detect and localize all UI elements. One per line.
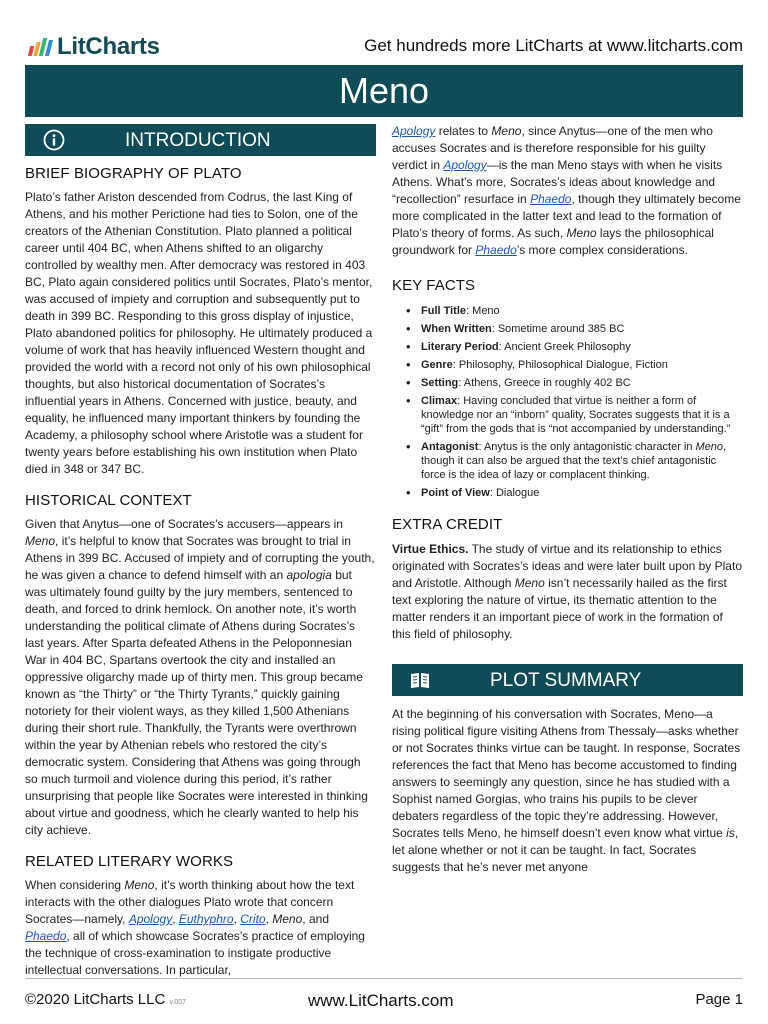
fact-value: Ancient Greek Philosophy <box>504 341 631 353</box>
text-run: , though they ultimately become more complicated in the latter text and lead to the formation of Plato’s theory of forms. As such, <box>392 192 741 240</box>
text-run: At the beginning of his conversation with Socrates, Meno—a rising political figure visiting Athens from Thessaly—asks whether or not Socrates thinks virtue can be taught. In response, Socrates references the fact that Meno has become accustomed to finding answers to seemingly any question, since he has studied with a Sophist named Gorgias, who trains his pupils to be clever debaters regardless of the topic they’re addressing. However, Socrates tells Meno, he himself doesn’t even know what virtue <box>392 707 741 840</box>
fact-label: Point of View <box>421 487 490 499</box>
text-run: isn’t necessarily hailed as the first text exploring the nature of virtue, its thematic attention to the matter renders it an important piece of work in the formation of this field of philosophy. <box>392 576 727 641</box>
logo-bars-icon <box>29 38 51 56</box>
fact-label: Climax <box>421 395 458 407</box>
fact-sep: : <box>452 359 459 371</box>
fact-item <box>403 376 743 390</box>
italic-title: Meno <box>272 912 303 926</box>
link-phaedo[interactable]: Phaedo <box>530 192 572 206</box>
info-icon <box>43 129 65 151</box>
right-column <box>392 123 743 876</box>
fact-value: Anytus is the only antagonistic character in <box>483 441 696 453</box>
page-title: Meno <box>25 65 743 117</box>
fact-sep: : <box>478 441 484 453</box>
fact-label: Full Title <box>421 305 467 317</box>
footer-site-link[interactable]: www.LitCharts.com <box>308 991 454 1010</box>
page-header <box>25 32 743 62</box>
text-run: but was ultimately found guilty by the jury members, sentenced to death, and forced to drink hemlock. On another note, it’s worth understanding the political climate of Athens during Socrates’s last years. After Sparta defeated Athens in the Peloponnesian War in 404 BC, Spartans overtook the city and installed an oppressive oligarchy made up of thirty men. This group became known as “the Thirty” or “the Thirty Tyrants,” quickly gaining notoriety for their violent ways, as they killed 1,500 Athenians during their short rule. Thankfully, the Tyrants were overthrown within the year by Athenian rebels who restored the city’s democratic system. Considering that Athens was going through so much turmoil and violence during this period, it’s rather unsurprising that people like Socrates were interested in thinking about virtue and goodness, which he clearly wanted to help his city achieve. <box>25 568 368 837</box>
fact-value: , though it can also be argued that the text’s chief antagonistic force is the idea of lazy or complacent thinking. <box>421 441 727 481</box>
fact-value: Meno <box>472 305 500 317</box>
fact-label: Genre <box>421 359 453 371</box>
text-run: ’s more complex considerations. <box>516 243 688 257</box>
link-crito[interactable]: Crito <box>240 912 266 926</box>
related-works-text <box>25 877 376 979</box>
footer-copyright <box>25 991 186 1008</box>
italic-term: apologia <box>286 568 332 582</box>
fact-value: Sometime around 385 BC <box>497 323 625 335</box>
fact-item <box>403 322 743 336</box>
plot-summary-text <box>392 706 743 876</box>
fact-label: When Written <box>421 323 492 335</box>
section-title-extra-credit: EXTRA CREDIT <box>392 516 503 533</box>
header-tagline[interactable]: Get hundreds more LitCharts at www.litcharts.com <box>364 36 743 55</box>
extra-credit-text <box>392 541 743 643</box>
fact-value: Having concluded that virtue is neither a form of knowledge nor an “inborn” quality, Socrates suggests that it is a “gift” from the gods that is “not accompanied by understanding.” <box>421 395 731 435</box>
logo-bar <box>45 40 53 56</box>
text-run: , <box>233 912 241 926</box>
fact-item <box>403 340 743 354</box>
biography-text: Plato’s father Ariston descended from Codrus, the last King of Athens, and his mother Perictione had ties to Solon, one of the creators of the Athenian Constitution. Plato planned a political career until 404 BC, when Athens shifted to an oligarchy controlled by wealthy men. After democracy was restored in 403 BC, Plato again considered politics until Socrates, Plato’s mentor, was accused of impiety and corruption and subsequently put to death in 399 BC. Responding to this gross display of injustice, Plato abandoned politics for philosophy. He ultimately produced a volume of work that has heavily influenced Western thought and provided the world with a record not only of his own philosophical thoughts, but also historical documentation of Socrates’s influential years in Athens. Concerned with justice, beauty, and equality, he influenced many important thinkers by founding the Academy, a philosophy school where Aristotle was a student for twenty years before establishing his own institution when Plato died in 348 or 347 BC. <box>25 190 373 476</box>
fact-value: Dialogue <box>495 487 540 499</box>
fact-item <box>403 394 743 436</box>
fact-label: Antagonist <box>421 441 479 453</box>
brand-name: LitCharts <box>57 33 160 60</box>
text-run: , let alone whether or not it can be taught. In fact, Socrates suggests that he’s never met anyone <box>392 826 739 874</box>
fact-sep: : <box>458 377 464 389</box>
footer-divider <box>25 978 743 979</box>
section-title-historical-context: HISTORICAL CONTEXT <box>25 492 192 509</box>
fact-label: Literary Period <box>421 341 499 353</box>
link-phaedo[interactable]: Phaedo <box>25 929 67 943</box>
historical-context-text <box>25 516 376 839</box>
left-column <box>25 124 376 979</box>
fact-sep: : <box>498 341 505 353</box>
text-run: , all of which showcase Socrates’s practice of employing the technique of cross-examination to instigate productive intellectual conversations. In particular, <box>25 929 365 977</box>
italic-title: Meno <box>491 124 522 138</box>
italic-title: Meno <box>25 534 56 548</box>
fact-sep: : <box>489 487 496 499</box>
key-facts-list <box>392 304 743 500</box>
fact-item <box>403 304 743 318</box>
fact-label: Setting <box>421 377 459 389</box>
plot-summary-title: PLOT SUMMARY <box>490 669 642 691</box>
text-run: , it’s worth thinking about how the text interacts with the other dialogues Plato wrote that concern Socrates—namely, <box>25 878 355 926</box>
text-run: Given that Anytus—one of Socrates’s accusers—appears in <box>25 517 343 531</box>
link-apology[interactable]: Apology <box>128 912 173 926</box>
link-apology[interactable]: Apology <box>392 124 436 138</box>
fact-value: Philosophy, Philosophical Dialogue, Fiction <box>458 359 668 371</box>
link-apology[interactable]: Apology <box>443 158 487 172</box>
plot-summary-header <box>392 664 743 696</box>
related-works-continued <box>392 123 743 259</box>
italic-title: Meno <box>514 576 545 590</box>
text-run: lays the philosophical groundwork for <box>392 226 714 257</box>
text-run: When considering <box>25 878 125 892</box>
text-run: , <box>172 912 179 926</box>
book-icon <box>408 669 432 691</box>
link-euthyphro[interactable]: Euthyphro <box>178 912 234 926</box>
fact-item <box>403 486 743 500</box>
italic-emphasis: is <box>726 826 735 840</box>
italic-title: Meno <box>695 441 724 453</box>
text-run: , it’s helpful to know that Socrates was brought to trial in Athens in 399 BC. Accused of impiety and of corrupting the youth, he was given a chance to defend himself with an <box>25 534 375 582</box>
text-run: , and <box>302 912 329 926</box>
page-number: Page 1 <box>695 991 743 1008</box>
introduction-title: INTRODUCTION <box>125 129 271 151</box>
extra-credit-lead: Virtue Ethics. <box>392 542 469 556</box>
version-text: v.007 <box>169 999 187 1006</box>
text-run: The study of virtue and its relationship to ethics originated with Socrates’s ideas and were later built upon by Plato and Aristotle. Although <box>392 542 742 590</box>
fact-sep: : <box>466 305 473 317</box>
fact-item <box>403 440 743 482</box>
link-phaedo[interactable]: Phaedo <box>475 243 517 257</box>
fact-value: Athens, Greece in roughly 402 BC <box>463 377 631 389</box>
section-title-related-works: RELATED LITERARY WORKS <box>25 853 234 870</box>
italic-title: Meno <box>124 878 155 892</box>
section-title-key-facts: KEY FACTS <box>392 277 476 294</box>
fact-sep: : <box>457 395 464 407</box>
text-run: , <box>265 912 273 926</box>
fact-item <box>403 358 743 372</box>
text-run: relates to <box>435 124 492 138</box>
text-run: —is the man Meno stays with when he visits Athens. What’s more, Socrates’s ideas about knowledge and “recollection” resurface in <box>392 158 723 206</box>
italic-title: Meno <box>566 226 597 240</box>
litcharts-logo[interactable] <box>29 34 160 60</box>
text-run: , since Anytus—one of the men who accuses Socrates and is therefore responsible for his guilty verdict in <box>392 124 713 172</box>
copyright-text: ©2020 LitCharts LLC <box>25 991 166 1008</box>
introduction-header <box>25 124 376 156</box>
section-title-biography: BRIEF BIOGRAPHY OF PLATO <box>25 165 242 182</box>
fact-sep: : <box>491 323 498 335</box>
